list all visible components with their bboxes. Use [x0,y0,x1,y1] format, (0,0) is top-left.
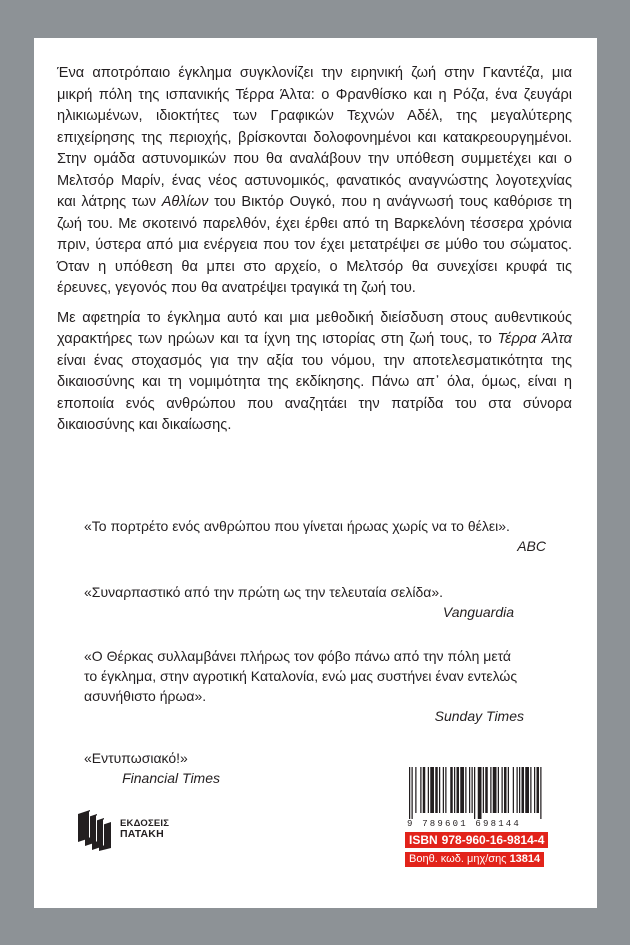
barcode-digits: 9 789601 698144 [407,819,522,829]
barcode-bar [450,767,453,813]
barcode-bar [435,767,438,813]
barcode-bar [522,767,525,813]
barcode-bar [443,767,444,813]
synopsis-paragraph-2: Με αφετηρία το έγκλημα αυτό και μια μεθοδική διείσδυση στους αυθεντικούς χαρακτήρες των ηρώων και τα ίχνη της ιστορίας στη ζωή τους, το Τέρρα Άλτα είναι ένας στοχασμός για την αξία του νόμου, την αποτελεσματικότητα της δικαιοσύνης και τη νομιμότητα της εκδίκησης. Πάνω απ᾽ όλα, όμως, είναι η εποποιία ενός ανθρώπου που αναζητάει την πατρίδα του στα σύνορα δικαιοσύνης και δικαίωσης. [57,309,573,433]
barcode-bar [409,767,410,819]
barcode-bar [412,767,413,819]
barcode-bar [420,767,421,813]
barcode-bar [428,767,429,813]
synopsis-paragraph-1: Ένα αποτρόπαιο έγκλημα συγκλονίζει την ειρηνική ζωή στην Γκαντέζα, μια μικρή πόλη της ισπανικής Τέρρα Άλτα: ο Φρανθίσκο και η Ρόζα, ένα ζευγάρι ηλικιωμένων, ιδιοκτήτες των Γραφικών Τεχνών Αδέλ, της μεγαλύτερης επιχείρησης της περιοχής, βρίσκονται δολοφονημένοι και κατακρεουργημένοι. Στην ομάδα αστυνομικών που θα αναλάβουν την υπόθεση συμμετέχει και ο Μελτσόρ Μαρίν, ένας νέος αστυνομικός, φανατικός αναγνώστης λογοτεχνίας και λάτρης των Αθλίων του Βικτόρ Ουγκό, που η ανάγνωσή τους καθόρισε τη ζωή του. Με σκοτεινό παρελθόν, έχει έρθει από τη Βαρκελόνη τέσσερα χρόνια πριν, ύστερα από μια ενέργεια που τον έχει μετατρέψει σε μύθο του σώματος. Όταν η υπόθεση θα μπει στο αρχείο, ο Μελτσόρ θα συνεχίσει κρυφά τις έρευνες, γεγονός που θα ανατρέψει τραγικά τη ζωή του. [57,65,572,296]
barcode-bar [485,767,488,813]
edge-tab [597,770,630,870]
books-stack-icon [76,808,116,852]
review-quote: «Το πορτρέτο ενός ανθρώπου που γίνεται ήρωας χωρίς να το θέλει». [84,518,510,534]
barcode-bar [490,767,491,813]
barcode-bar [472,767,473,813]
book-code-label: Βοηθ. κωδ. μηχ/σης 13814 [405,852,544,867]
barcode-bar [504,767,507,813]
barcode-bar [423,767,426,813]
barcode-bar [469,767,470,813]
barcode-bar [519,767,520,813]
review-quote: «Ο Θέρκας συλλαμβάνει πλήρως τον φόβο πάνω από την πόλη μετά το έγκλημα, στην αγροτική Καταλονία, ενώ μας συστήνει έναν εντελώς ασυνήθιστο ήρωα». [84,648,518,704]
publisher-logo [76,804,186,856]
barcode-bar [478,767,482,819]
book-title-italic: Τέρρα Άλτα [497,331,573,347]
review-vanguardia [84,582,514,622]
barcode-block [405,767,591,867]
barcode-bar [537,767,540,813]
barcode [405,767,587,819]
review-quote: «Συναρπαστικό από την πρώτη ως την τελευταία σελίδα». [84,584,444,600]
review-source: ABC [517,538,546,554]
synopsis [57,63,572,437]
review-sunday-times [84,646,524,726]
barcode-bar [508,767,509,813]
book-title-italic: Αθλίων [161,194,209,210]
review-quote: «Εντυπωσιακό!» [84,750,188,766]
barcode-bar [525,767,529,813]
review-source: Financial Times [122,770,220,786]
barcode-bar [498,767,499,813]
review-source: Vanguardia [442,604,514,620]
review-source: Sunday Times [434,708,524,724]
barcode-bar [465,767,466,813]
barcode-bar [493,767,497,813]
barcode-bar [457,767,460,813]
review-financial-times [84,748,220,788]
barcode-bar [483,767,484,813]
barcode-bar [430,767,434,813]
barcode-bar [517,767,518,813]
barcode-bar [454,767,455,813]
barcode-bar [502,767,503,813]
barcode-bar [474,767,475,819]
barcode-bar [530,767,531,813]
barcode-bar [415,767,416,813]
publisher-name: ΕΚΔΟΣΕΙΣ ΠΑΤΑΚΗ [120,818,170,840]
barcode-bar [540,767,541,819]
review-abc [84,516,546,556]
barcode-bar [513,767,514,813]
barcode-bar [439,767,440,813]
barcode-bar [445,767,446,813]
barcode-bar [534,767,535,813]
isbn-label: ISBN 978-960-16-9814-4 [405,832,548,848]
barcode-bar [460,767,464,813]
